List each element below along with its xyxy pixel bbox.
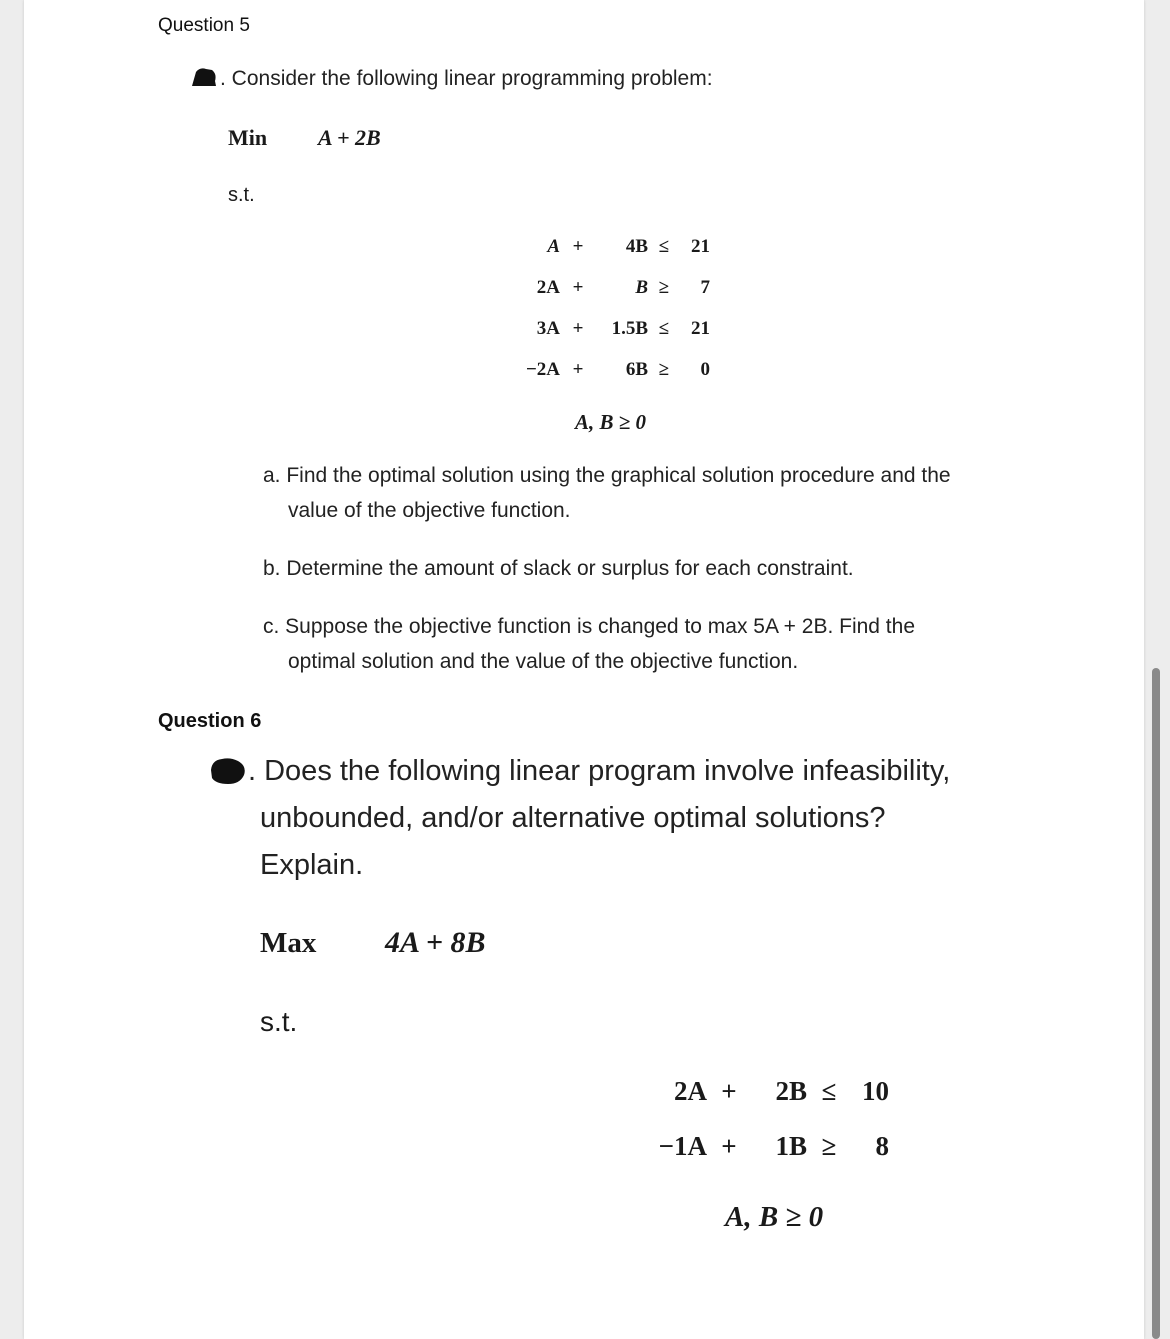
q5-part-c-line1: c. Suppose the objective function is changed to max 5A + 2B. Find the — [263, 615, 915, 638]
q5-c3-rel: ≤ — [658, 317, 670, 339]
question-5-heading: Question 5 — [158, 15, 250, 36]
q5-part-c-line2: optimal solution and the value of the objective function. — [288, 650, 799, 673]
q6-c1-op: + — [721, 1076, 737, 1106]
q6-nonnegativity: A, B ≥ 0 — [725, 1201, 824, 1233]
question-6-intro — [248, 748, 1008, 889]
q5-constraint-row — [505, 226, 710, 267]
q5-constraint-row — [505, 308, 710, 349]
q5-constraint-row — [505, 267, 710, 308]
q5-constraint-row — [505, 349, 710, 390]
q6-intro-line1: . Does the following linear program involve infeasibility, — [248, 755, 951, 787]
q6-c2-rhs: 8 — [875, 1131, 889, 1161]
q5-c2-lhs1: 2A — [536, 276, 560, 298]
q5-c2-rel: ≥ — [658, 276, 670, 298]
q6-c1-rel: ≤ — [821, 1076, 837, 1106]
q5-c4-lhs2: 6B — [625, 358, 648, 380]
q5-part-a-line2: value of the objective function. — [288, 499, 571, 522]
redaction-mark-icon — [190, 66, 218, 88]
q5-c1-rel: ≤ — [658, 235, 670, 257]
q5-part-b — [263, 551, 1023, 586]
q6-intro-line3: Explain. — [260, 849, 364, 881]
q5-constraints-table — [505, 226, 710, 390]
q5-nonnegativity: A, B ≥ 0 — [575, 410, 647, 434]
q6-objective-label: Max — [260, 927, 317, 959]
redaction-mark-icon — [208, 756, 248, 786]
q6-c2-lhs1: −1A — [658, 1131, 707, 1161]
question-5-intro: . Consider the following linear programming problem: — [220, 67, 713, 90]
q5-c2-op: + — [572, 276, 584, 298]
q6-c1-rhs: 10 — [862, 1076, 889, 1106]
q5-c4-lhs1: −2A — [525, 358, 560, 380]
q6-subject-to: s.t. — [260, 1006, 298, 1037]
q5-c3-op: + — [572, 317, 584, 339]
q5-c1-lhs2: 4B — [625, 235, 648, 257]
q5-c2-rhs: 7 — [700, 276, 710, 298]
q6-constraints-table — [645, 1064, 889, 1174]
q6-intro-line2: unbounded, and/or alternative optimal solutions? — [260, 802, 886, 834]
q5-subject-to: s.t. — [228, 184, 255, 206]
scrollbar-thumb[interactable] — [1152, 668, 1160, 1339]
q6-objective-function: 4A + 8B — [385, 926, 486, 959]
q6-c2-op: + — [721, 1131, 737, 1161]
q5-c4-rhs: 0 — [700, 358, 710, 380]
question-6-heading: Question 6 — [158, 710, 262, 732]
q5-c4-rel: ≥ — [658, 358, 670, 380]
q5-part-b-line1: b. Determine the amount of slack or surplus for each constraint. — [263, 557, 854, 580]
q6-c2-rel: ≥ — [821, 1131, 837, 1161]
q5-c4-op: + — [572, 358, 584, 380]
q5-objective-function: A + 2B — [318, 125, 381, 150]
q6-c1-lhs1: 2A — [674, 1076, 707, 1106]
q5-part-a — [263, 458, 1023, 528]
q6-constraint-row — [645, 1119, 889, 1174]
q5-c3-lhs2: 1.5B — [611, 317, 648, 339]
q6-c2-lhs2: 1B — [775, 1131, 807, 1161]
q5-objective-label: Min — [228, 125, 268, 150]
q5-part-a-line1: a. Find the optimal solution using the graphical solution procedure and the — [263, 464, 951, 487]
q5-c1-op: + — [572, 235, 584, 257]
q5-c2-lhs2: B — [635, 276, 648, 298]
q5-c1-lhs1: A — [547, 235, 560, 257]
q5-c1-rhs: 21 — [691, 235, 710, 257]
q6-c1-lhs2: 2B — [775, 1076, 807, 1106]
q5-c3-rhs: 21 — [691, 317, 710, 339]
q6-constraint-row — [645, 1064, 889, 1119]
q5-part-c — [263, 609, 1023, 679]
q5-c3-lhs1: 3A — [536, 317, 560, 339]
